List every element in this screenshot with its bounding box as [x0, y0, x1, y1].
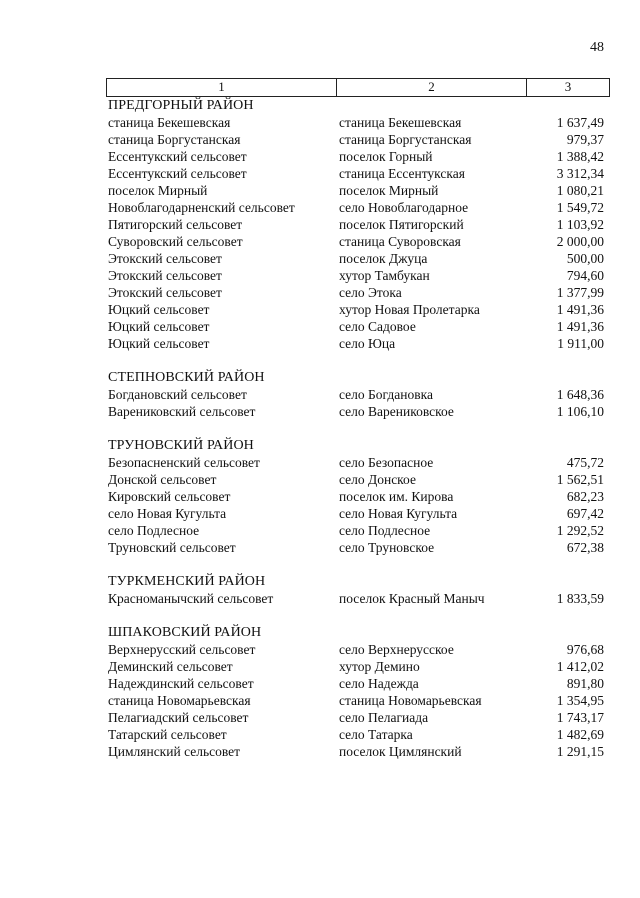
- value-cell: 500,00: [566, 251, 604, 266]
- municipality-cell: Новоблагодарненский сельсовет: [108, 200, 295, 215]
- municipality-cell: станица Бекешевская: [108, 115, 231, 130]
- settlement-cell: поселок Красный Маныч: [339, 591, 485, 606]
- settlement-cell: село Варениковское: [339, 404, 454, 419]
- value-cell: 1 291,15: [556, 744, 604, 759]
- municipality-cell: Цимлянский сельсовет: [108, 744, 241, 759]
- municipality-cell: станица Боргустанская: [108, 132, 241, 147]
- value-cell: 697,42: [566, 506, 604, 521]
- table-row: [106, 182, 610, 199]
- value-cell: 794,60: [566, 268, 604, 283]
- municipality-cell: Кировский сельсовет: [108, 489, 231, 504]
- settlement-cell: поселок Мирный: [339, 183, 439, 198]
- settlement-cell: поселок Горный: [339, 149, 433, 164]
- municipality-cell: Красноманычский сельсовет: [108, 591, 274, 606]
- table-row: [106, 692, 610, 709]
- municipality-cell: Ессентукский сельсовет: [108, 166, 247, 181]
- table-row: [106, 386, 610, 403]
- table-row: [106, 488, 610, 505]
- municipality-cell: Этокский сельсовет: [108, 251, 222, 266]
- settlement-cell: станица Боргустанская: [339, 132, 472, 147]
- table-row: [106, 539, 610, 556]
- table-row: [106, 505, 610, 522]
- table-row: [106, 641, 610, 658]
- settlement-cell: станица Суворовская: [339, 234, 461, 249]
- settlement-cell: село Безопасное: [339, 455, 434, 470]
- municipality-cell: Ессентукский сельсовет: [108, 149, 247, 164]
- table-row: [106, 675, 610, 692]
- value-cell: 1 549,72: [556, 200, 604, 215]
- value-cell: 1 911,00: [557, 336, 604, 351]
- table-row: [106, 216, 610, 233]
- value-cell: 2 000,00: [556, 234, 604, 249]
- value-cell: 1 743,17: [556, 710, 604, 725]
- municipality-cell: Труновский сельсовет: [108, 540, 236, 555]
- table-row: [106, 250, 610, 267]
- municipality-cell: Варениковский сельсовет: [108, 404, 256, 419]
- value-cell: 672,38: [566, 540, 604, 555]
- table-row: [106, 165, 610, 182]
- value-cell: 891,80: [566, 676, 604, 691]
- table-row: [106, 726, 610, 743]
- value-cell: 1 292,52: [556, 523, 604, 538]
- municipality-cell: Богдановский сельсовет: [108, 387, 247, 402]
- value-cell: 1 562,51: [556, 472, 604, 487]
- table-row: [106, 131, 610, 148]
- district-title: ПРЕДГОРНЫЙ РАЙОН: [108, 98, 254, 113]
- municipality-cell: Безопасненский сельсовет: [108, 455, 260, 470]
- table-row: [106, 318, 610, 335]
- municipality-cell: Татарский сельсовет: [108, 727, 227, 742]
- settlement-cell: поселок им. Кирова: [339, 489, 454, 504]
- settlement-cell: село Донское: [339, 472, 416, 487]
- table-row: [106, 658, 610, 675]
- settlement-cell: поселок Джуца: [339, 251, 428, 266]
- table-row: [106, 301, 610, 318]
- settlement-cell: станица Новомарьевская: [339, 693, 482, 708]
- settlement-cell: село Верхнерусское: [339, 642, 454, 657]
- municipality-cell: поселок Мирный: [108, 183, 208, 198]
- settlement-cell: село Садовое: [339, 319, 416, 334]
- value-cell: 1 648,36: [556, 387, 604, 402]
- settlement-cell: поселок Пятигорский: [339, 217, 464, 232]
- page-number: 48: [590, 40, 604, 55]
- table-row: [106, 743, 610, 760]
- municipality-cell: Пятигорский сельсовет: [108, 217, 243, 232]
- district-sections: [106, 97, 610, 760]
- municipality-cell: Суворовский сельсовет: [108, 234, 243, 249]
- value-cell: 3 312,34: [556, 166, 604, 181]
- district-section: [106, 624, 610, 760]
- settlement-cell: село Этока: [339, 285, 402, 300]
- district-title: СТЕПНОВСКИЙ РАЙОН: [108, 370, 265, 385]
- district-title: ШПАКОВСКИЙ РАЙОН: [108, 625, 262, 640]
- municipality-cell: станица Новомарьевская: [108, 693, 251, 708]
- municipality-cell: Юцкий сельсовет: [108, 319, 210, 334]
- settlement-cell: хутор Тамбукан: [339, 268, 430, 283]
- district-section: [106, 573, 610, 607]
- settlement-cell: село Татарка: [339, 727, 413, 742]
- settlement-cell: село Юца: [339, 336, 396, 351]
- value-cell: 1 103,92: [556, 217, 604, 232]
- settlement-cell: поселок Цимлянский: [339, 744, 462, 759]
- district-section: [106, 437, 610, 556]
- table-row: [106, 590, 610, 607]
- value-cell: 1 080,21: [556, 183, 604, 198]
- settlement-cell: станица Ессентукская: [339, 166, 465, 181]
- value-cell: 1 637,49: [556, 115, 604, 130]
- municipality-cell: Верхнерусский сельсовет: [108, 642, 256, 657]
- municipality-cell: Этокский сельсовет: [108, 285, 222, 300]
- column-header-3: 3: [564, 79, 572, 94]
- municipality-cell: село Новая Кугульта: [108, 506, 227, 521]
- settlement-cell: хутор Новая Пролетарка: [339, 302, 480, 317]
- district-title: ТУРКМЕНСКИЙ РАЙОН: [108, 574, 266, 589]
- settlement-cell: село Новая Кугульта: [339, 506, 458, 521]
- municipality-cell: Донской сельсовет: [108, 472, 217, 487]
- settlement-cell: станица Бекешевская: [339, 115, 462, 130]
- municipality-cell: Надеждинский сельсовет: [108, 676, 254, 691]
- table-row: [106, 233, 610, 250]
- table-row: [106, 267, 610, 284]
- municipality-cell: Юцкий сельсовет: [108, 336, 210, 351]
- table-header: [106, 78, 610, 97]
- column-header-1: 1: [107, 79, 337, 96]
- table-row: [106, 199, 610, 216]
- value-cell: 682,23: [566, 489, 604, 504]
- value-cell: 976,68: [566, 642, 604, 657]
- settlement-cell: село Подлесное: [339, 523, 431, 538]
- value-cell: 1 388,42: [556, 149, 604, 164]
- municipality-cell: Этокский сельсовет: [108, 268, 222, 283]
- value-cell: 979,37: [566, 132, 604, 147]
- value-cell: 1 833,59: [556, 591, 604, 606]
- municipality-cell: Пелагиадский сельсовет: [108, 710, 249, 725]
- municipality-cell: Деминский сельсовет: [108, 659, 233, 674]
- document-table: [106, 78, 610, 760]
- value-cell: 1 491,36: [556, 319, 604, 334]
- table-row: [106, 148, 610, 165]
- settlement-cell: село Пелагиада: [339, 710, 429, 725]
- value-cell: 1 377,99: [556, 285, 604, 300]
- value-cell: 1 412,02: [556, 659, 604, 674]
- settlement-cell: село Надежда: [339, 676, 419, 691]
- table-row: [106, 284, 610, 301]
- settlement-cell: село Богдановка: [339, 387, 433, 402]
- table-row: [106, 454, 610, 471]
- settlement-cell: село Новоблагодарное: [339, 200, 469, 215]
- table-row: [106, 471, 610, 488]
- value-cell: 1 491,36: [556, 302, 604, 317]
- district-section: [106, 97, 610, 352]
- column-header-2: 2: [337, 79, 527, 96]
- table-row: [106, 522, 610, 539]
- table-row: [106, 709, 610, 726]
- value-cell: 475,72: [566, 455, 604, 470]
- municipality-cell: Юцкий сельсовет: [108, 302, 210, 317]
- value-cell: 1 354,95: [556, 693, 604, 708]
- value-cell: 1 482,69: [556, 727, 604, 742]
- district-section: [106, 369, 610, 420]
- table-row: [106, 403, 610, 420]
- value-cell: 1 106,10: [556, 404, 604, 419]
- district-title: ТРУНОВСКИЙ РАЙОН: [108, 438, 254, 453]
- municipality-cell: село Подлесное: [108, 523, 200, 538]
- table-row: [106, 114, 610, 131]
- settlement-cell: село Труновское: [339, 540, 435, 555]
- settlement-cell: хутор Демино: [339, 659, 420, 674]
- table-row: [106, 335, 610, 352]
